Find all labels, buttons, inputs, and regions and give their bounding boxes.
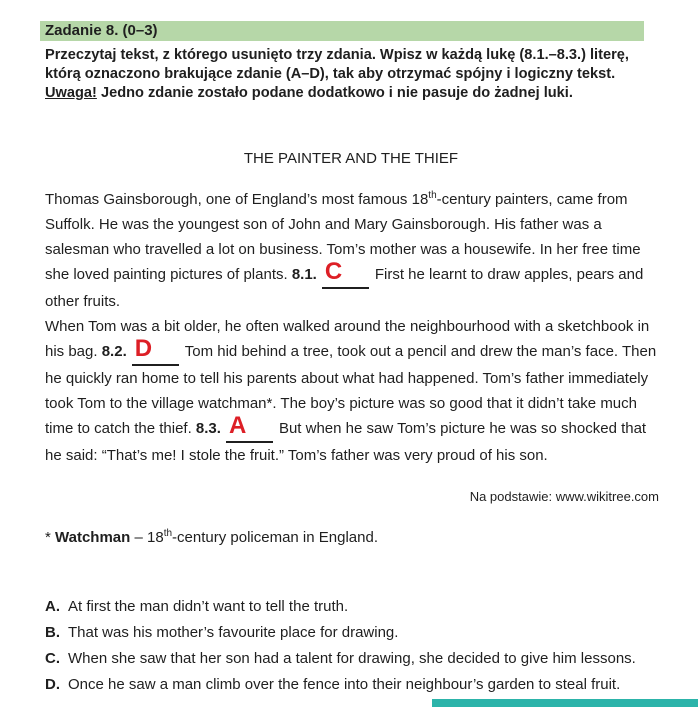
gap-8-2-blank[interactable] xyxy=(132,335,179,366)
p2-text-1: When Tom was a bit older, he often walked around the neighbourhood with a sketchbook in his bag. xyxy=(45,318,650,360)
footnote-term: Watchman xyxy=(55,529,131,546)
footnote-asterisk: * xyxy=(45,529,56,546)
option-d-text: Once he saw a man climb over the fence into their neighbour’s garden to steal fruit. xyxy=(68,676,621,693)
task-title: Zadanie 8. (0–3) xyxy=(45,22,158,39)
paragraph-2 xyxy=(45,314,659,468)
gap-8-1-blank[interactable] xyxy=(322,258,369,289)
watchman-footnote xyxy=(45,528,659,548)
gap-8-2-answer: D xyxy=(134,335,153,362)
option-d xyxy=(45,672,659,698)
option-b xyxy=(45,620,659,646)
footnote-text-2: -century policeman in England. xyxy=(172,529,378,546)
p1-text-2: -century painters, came from Suffolk. He was the youngest son of John and Mary Gainsborough. His father was a salesman who travelled a lot on business. Tom’s mother was a housewife. In her free time she loved painting pictures of plants. xyxy=(45,191,641,283)
gap-8-3-answer: A xyxy=(228,412,247,439)
instruction-line-2: którą oznaczono brakujące zdanie (A–D), tak aby otrzymać spójny i logiczny tekst. xyxy=(45,66,616,82)
instruction-line-3-rest: Jedno zdanie zostało podane dodatkowo i nie pasuje do żadnej luki. xyxy=(96,85,573,101)
option-c xyxy=(45,646,659,672)
gap-8-3-label: 8.3. xyxy=(195,420,221,437)
option-a xyxy=(45,594,659,620)
task-header-bar xyxy=(40,21,644,41)
p1-superscript-th: th xyxy=(428,190,437,201)
options-list xyxy=(45,594,659,698)
gap-8-1-label: 8.1. xyxy=(291,266,317,283)
gap-8-1-answer: C xyxy=(324,258,343,285)
next-section-divider-bar xyxy=(432,699,698,707)
option-c-text: When she saw that her son had a talent for drawing, she decided to give him lessons. xyxy=(68,650,636,667)
gap-8-2-label: 8.2. xyxy=(101,343,127,360)
paragraph-1 xyxy=(45,187,659,314)
p2-text-2: Tom hid behind a tree, took out a pencil and drew the man’s face. Then he quickly ran home to tell his parents about what had happened. Tom’s father immediately took Tom to the village watchman*. The boy’s picture was so good that it didn’t take much time to catch the thief. xyxy=(45,343,657,437)
source-note: Na podstawie: www.wikitree.com xyxy=(469,489,659,504)
option-a-letter: A. xyxy=(45,598,60,615)
uwaga-label: Uwaga! xyxy=(45,85,97,101)
task-instructions xyxy=(45,46,657,103)
gap-8-3-blank[interactable] xyxy=(226,412,273,443)
option-b-text: That was his mother’s favourite place for drawing. xyxy=(68,624,399,641)
p1-text-3: First he learnt to draw apples, pears and other fruits. xyxy=(45,266,644,310)
option-b-letter: B. xyxy=(45,624,60,641)
option-d-letter: D. xyxy=(45,676,60,693)
instruction-line-1: Przeczytaj tekst, z którego usunięto trzy zdania. Wpisz w każdą lukę (8.1.–8.3.) literę, xyxy=(45,47,629,63)
footnote-superscript-th: th xyxy=(163,528,173,539)
reading-text-title: THE PAINTER AND THE THIEF xyxy=(243,150,459,167)
footnote-text-1: – 18 xyxy=(130,529,164,546)
p1-text-1: Thomas Gainsborough, one of England’s most famous 18 xyxy=(45,191,429,208)
option-c-letter: C. xyxy=(45,650,60,667)
instruction-line-3 xyxy=(45,84,657,103)
p2-text-3: But when he saw Tom’s picture he was so shocked that he said: “That’s me! I stole the fruit.” Tom’s father was very proud of his son. xyxy=(45,420,647,464)
option-a-text: At first the man didn’t want to tell the truth. xyxy=(68,598,349,615)
